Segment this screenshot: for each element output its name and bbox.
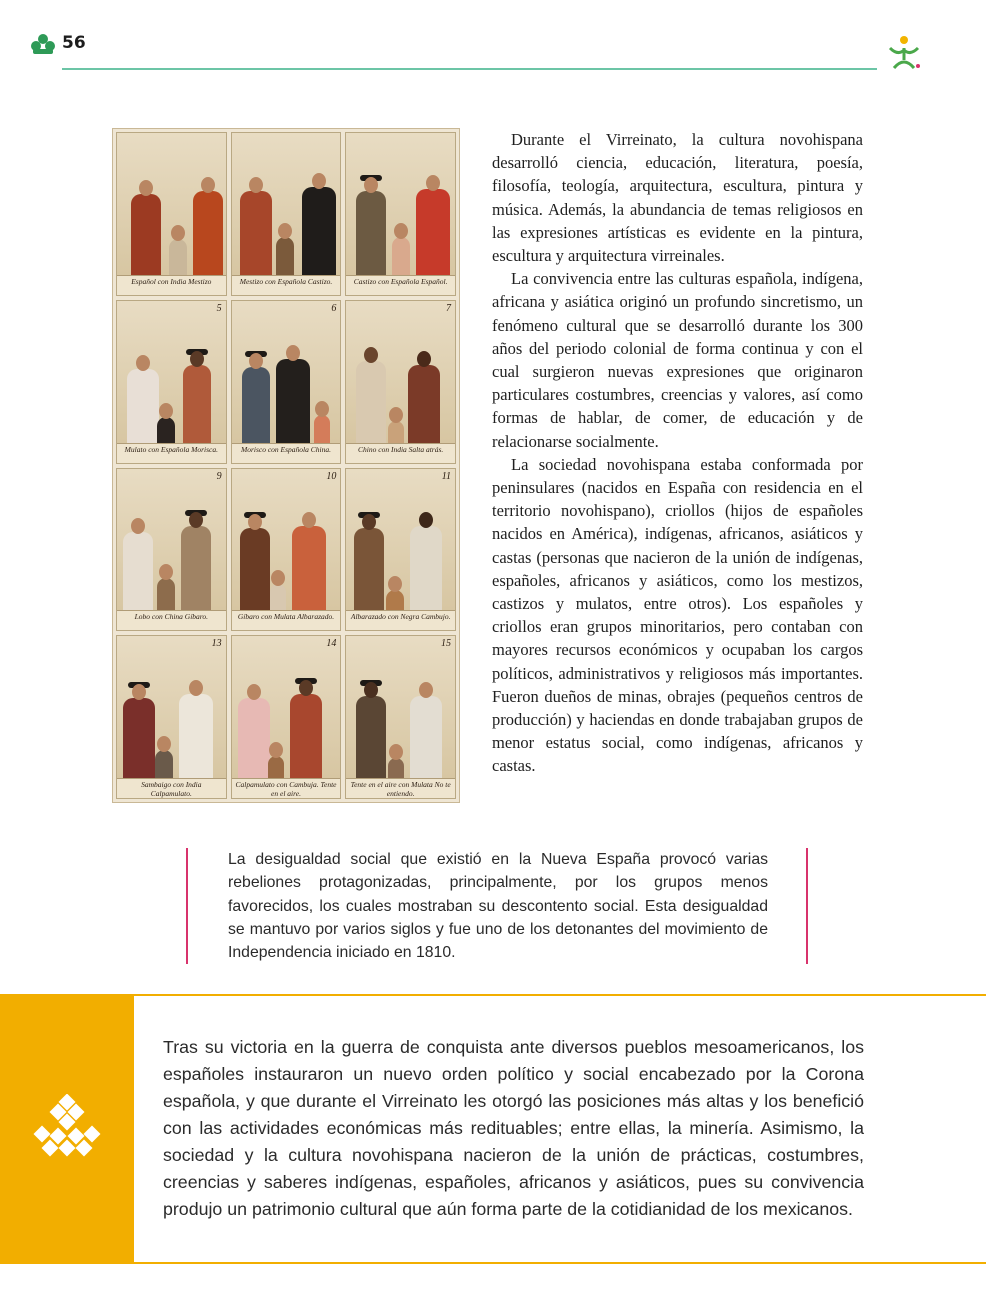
summary-bottom-rule xyxy=(134,1262,986,1264)
panel-number: 11 xyxy=(441,470,451,482)
paragraph: La convivencia entre las culturas española, indígena, africana y asiática originó un profundo sincretismo, un fenómeno cultural que se desarrolló durante los 300 años del periodo colonial de forma continua y con el cual surgieron nuevas expresiones que originaron particulares costumbres, creencias y valores, así como formas de hablar, de comer, de educación y de relacionarse socialmente. xyxy=(492,269,863,451)
panel-number: 15 xyxy=(440,638,451,650)
summary-top-rule xyxy=(134,994,986,996)
painting-panel xyxy=(231,300,342,464)
painting-panel xyxy=(116,635,227,799)
body-text xyxy=(492,128,863,778)
painting-panel xyxy=(345,635,456,799)
panel-caption: Castizo con Española Español. xyxy=(346,275,455,295)
panel-caption: Español con India Mestizo xyxy=(117,275,226,295)
panel-caption: Mestizo con Española Castizo. xyxy=(232,275,341,295)
panel-number: 14 xyxy=(326,638,337,650)
panel-caption: Albarazado con Negra Cambujo. xyxy=(346,610,455,630)
painting-panel xyxy=(345,300,456,464)
painting-panel xyxy=(116,132,227,296)
panel-number: 9 xyxy=(216,470,222,482)
painting-panel xyxy=(345,468,456,632)
painting-panel xyxy=(231,635,342,799)
painting-panel xyxy=(116,300,227,464)
panel-caption: Gíbaro con Mulata Albarazado. xyxy=(232,610,341,630)
page-number: 56 xyxy=(62,33,86,53)
panel-caption: Chino con India Salta atrás. xyxy=(346,443,455,463)
note-text: La desigualdad social que existió en la Nueva España provocó varias rebeliones protagonizadas, principalmente, por los grupos menos favorecidos, los cuales mostraban su descontento social. Esta desigualdad se mantuvo por varios siglos y fue uno de los detonantes del movimiento de Independencia iniciado en 1810. xyxy=(228,851,768,962)
note-accent-bar xyxy=(806,848,808,964)
panel-number: 10 xyxy=(326,470,337,482)
panel-caption: Sambaigo con India Calpamulato. xyxy=(117,778,226,798)
paragraph: Durante el Virreinato, la cultura novohispana desarrolló ciencia, educación, literatura, poesía, filosofía, teología, arquitectura, escultura, pintura y música. Además, la abundancia de temas religiosos en las expresiones artísticas es evidente en la pintura, escultura y arquitectura virreinales. xyxy=(492,130,863,266)
panel-caption: Morisco con Española China. xyxy=(232,443,341,463)
white-ornament-icon xyxy=(32,1094,102,1160)
casta-painting xyxy=(112,128,460,803)
green-yellow-figure-logo xyxy=(884,34,924,72)
panel-caption: Calpamulato con Cambuja. Tente en el aire. xyxy=(232,778,341,798)
panel-caption: Lobo con China Gíbaro. xyxy=(117,610,226,630)
summary-side-strip xyxy=(0,994,134,1264)
painting-panel xyxy=(345,132,456,296)
panel-number: 6 xyxy=(331,302,337,314)
panel-caption: Tente en el aire con Mulata No te entiendo. xyxy=(346,778,455,798)
summary-text: Tras su victoria en la guerra de conquista ante diversos pueblos mesoamericanos, los españoles instauraron un nuevo orden político y social encabezado por la Corona española, y que durante el Virreinato les otorgó las posiciones más altas y los benefició con las actividades económicas más redituables; entre ellas, la minería. Asimismo, la sociedad y la cultura novohispana nacieron de la unión de prácticas, costumbres, creencias y saberes indígenas, españoles, africanos y asiáticos, pues su convivencia produjo un patrimonio cultural que aún forma parte de la cotidianidad de los mexicanos. xyxy=(163,1037,864,1219)
panel-caption: Mulato con Española Morisca. xyxy=(117,443,226,463)
green-flower-icon xyxy=(30,33,56,55)
painting-panel xyxy=(231,468,342,632)
panel-number: 7 xyxy=(445,302,451,314)
summary-box xyxy=(0,994,986,1264)
panel-number: 5 xyxy=(216,302,222,314)
painting-panel xyxy=(231,132,342,296)
note-box xyxy=(186,848,808,964)
panel-number: 13 xyxy=(211,638,222,650)
note-accent-bar xyxy=(186,848,188,964)
painting-panel xyxy=(116,468,227,632)
paragraph: La sociedad novohispana estaba conformada por peninsulares (nacidos en España con residencia en el territorio novohispano), criollos (hijos de españoles nacidos en América), indígenas, africanos, asiáticos y castas (personas que nacieron de la unión de indígenas, españoles, africanos y asiáticos, como los mestizos, castizos y mulatos, entre otros). Los españoles y criollos eran grupos minoritarios, pero contaban con mayores recursos económicos y ocupaban los cargos políticos, administrativos y religiosos más importantes. Fueron dueños de minas, obrajes (pequeños centros de producción) y haciendas en donde trabajaban grupos de menor estatus social, como indígenas, africanos y castas. xyxy=(492,454,863,776)
header-divider xyxy=(62,68,877,70)
